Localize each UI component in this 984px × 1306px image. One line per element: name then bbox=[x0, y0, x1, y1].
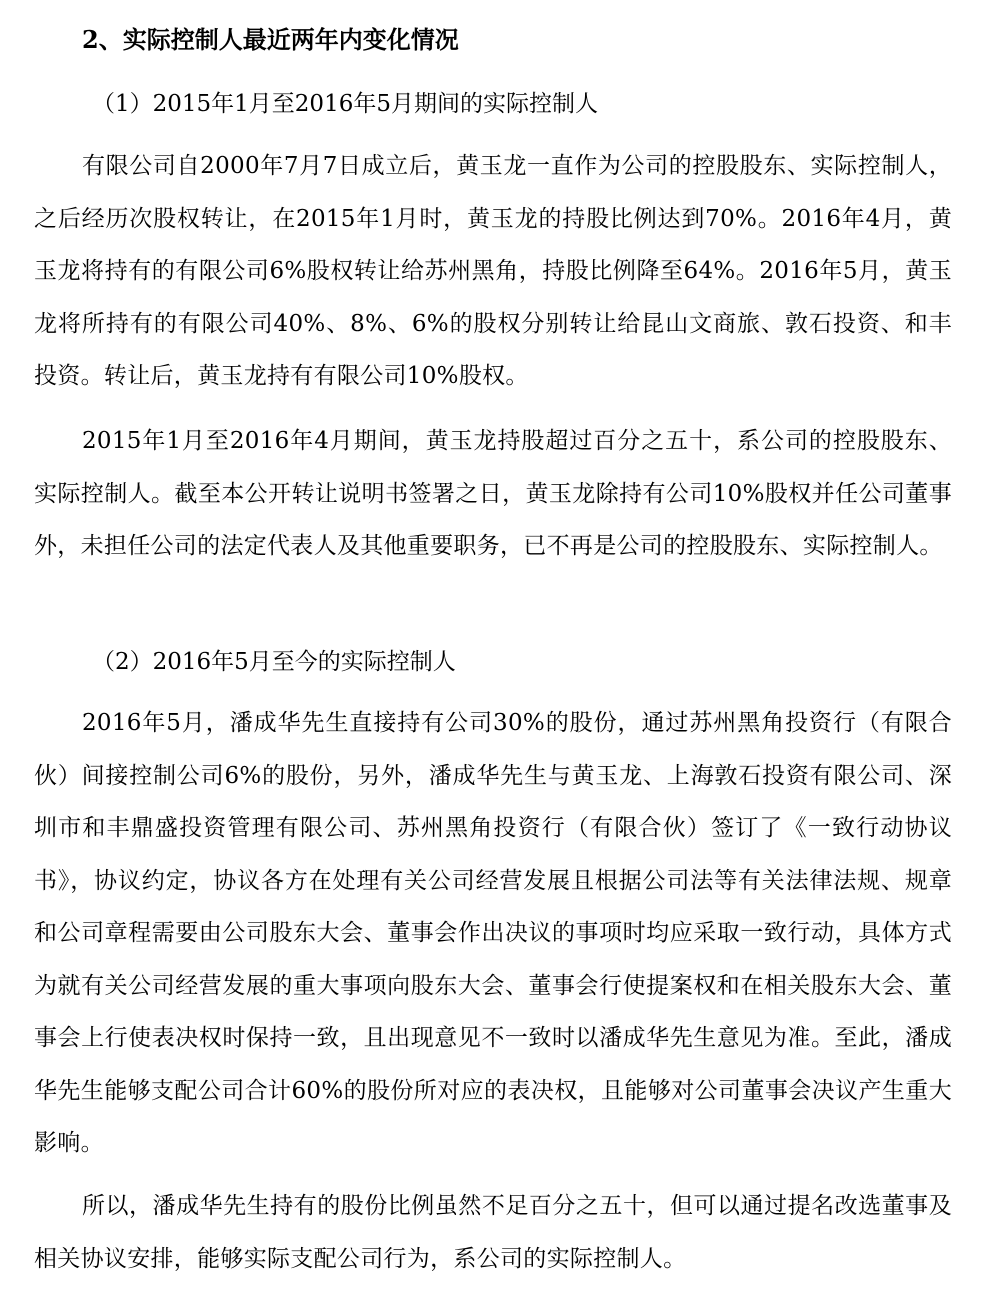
paragraph-1: 有限公司自2000年7月7日成立后，黄玉龙一直作为公司的控股股东、实际控制人，之后经历次股权转让，在2015年1月时，黄玉龙的持股比例达到70%。2016年4月，黄玉龙将持有的有限公司6%股权转让给苏州黑角，持股比例降至64%。2016年5月，黄玉龙将所持有的有限公司40%、8%、6%的股权分别转让给昆山文商旅、敦石投资、和丰投资。转让后，黄玉龙持有有限公司10%股权。 bbox=[34, 153, 952, 389]
paragraph-4: 所以，潘成华先生持有的股份比例虽然不足百分之五十，但可以通过提名改选董事及相关协议安排，能够实际支配公司行为，系公司的实际控制人。 bbox=[34, 1193, 952, 1272]
section-heading: 2、实际控制人最近两年内变化情况 bbox=[82, 25, 459, 54]
subsection-title-1: （1）2015年1月至2016年5月期间的实际控制人 bbox=[92, 91, 598, 117]
subsection-title-2: （2）2016年5月至今的实际控制人 bbox=[92, 649, 456, 675]
paragraph-2: 2015年1月至2016年4月期间，黄玉龙持股超过百分之五十，系公司的控股股东、实际控制人。截至本公开转让说明书签署之日，黄玉龙除持有公司10%股权并任公司董事外，未担任公司的法定代表人及其他重要职务，已不再是公司的控股股东、实际控制人。 bbox=[34, 428, 952, 559]
paragraph-3: 2016年5月，潘成华先生直接持有公司30%的股份，通过苏州黑角投资行（有限合伙）间接控制公司6%的股份，另外，潘成华先生与黄玉龙、上海敦石投资有限公司、深圳市和丰鼎盛投资管理有限公司、苏州黑角投资行（有限合伙）签订了《一致行动协议书》，协议约定，协议各方在处理有关公司经营发展且根据公司法等有关法律法规、规章和公司章程需要由公司股东大会、董事会作出决议的事项时均应采取一致行动，具体方式为就有关公司经营发展的重大事项向股东大会、董事会行使提案权和在相关股东大会、董事会上行使表决权时保持一致，且出现意见不一致时以潘成华先生意见为准。至此，潘成华先生能够支配公司合计60%的股份所对应的表决权，且能够对公司董事会决议产生重大影响。 bbox=[34, 710, 952, 1156]
